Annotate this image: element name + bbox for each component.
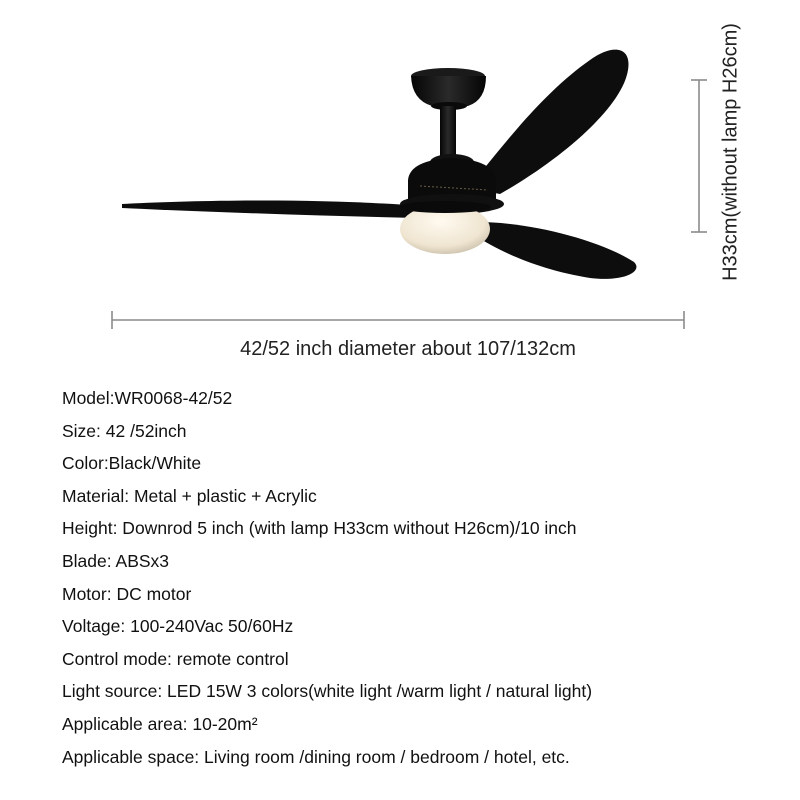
- spec-material: Material: Metal + plastic + Acrylic: [62, 485, 317, 506]
- spec-size: Size: 42 /52inch: [62, 420, 187, 441]
- height-dimension-label: H33cm(without lamp H26cm): [719, 23, 742, 281]
- spec-blade: Blade: ABSx3: [62, 550, 170, 571]
- fan-blade-left: [122, 201, 422, 219]
- spec-control-mode: Control mode: remote control: [62, 648, 289, 669]
- spec-light-source: Light source: LED 15W 3 colors(white light /warm light / natural light): [62, 681, 593, 702]
- product-figure: [0, 0, 800, 370]
- width-dimension-label: 42/52 inch diameter about 107/132cm: [240, 338, 576, 360]
- ceiling-fan-illustration: [0, 0, 800, 370]
- fan-blade-lower: [476, 222, 636, 279]
- downrod: [440, 106, 456, 158]
- width-dimension-line: [112, 311, 684, 329]
- ceiling-canopy: [411, 68, 486, 110]
- spec-model: Model:WR0068-42/52: [62, 388, 233, 408]
- spec-height: Height: Downrod 5 inch (with lamp H33cm without H26cm)/10 inch: [62, 518, 577, 539]
- spec-applicable-area: Applicable area: 10-20m²: [62, 713, 258, 734]
- spec-list: [62, 382, 592, 773]
- spec-motor: Motor: DC motor: [62, 583, 192, 604]
- height-dimension-line: [691, 80, 707, 232]
- spec-color: Color:Black/White: [62, 453, 202, 474]
- spec-applicable-space: Applicable space: Living room /dining room / bedroom / hotel, etc.: [62, 746, 570, 767]
- spec-voltage: Voltage: 100-240Vac 50/60Hz: [62, 616, 294, 637]
